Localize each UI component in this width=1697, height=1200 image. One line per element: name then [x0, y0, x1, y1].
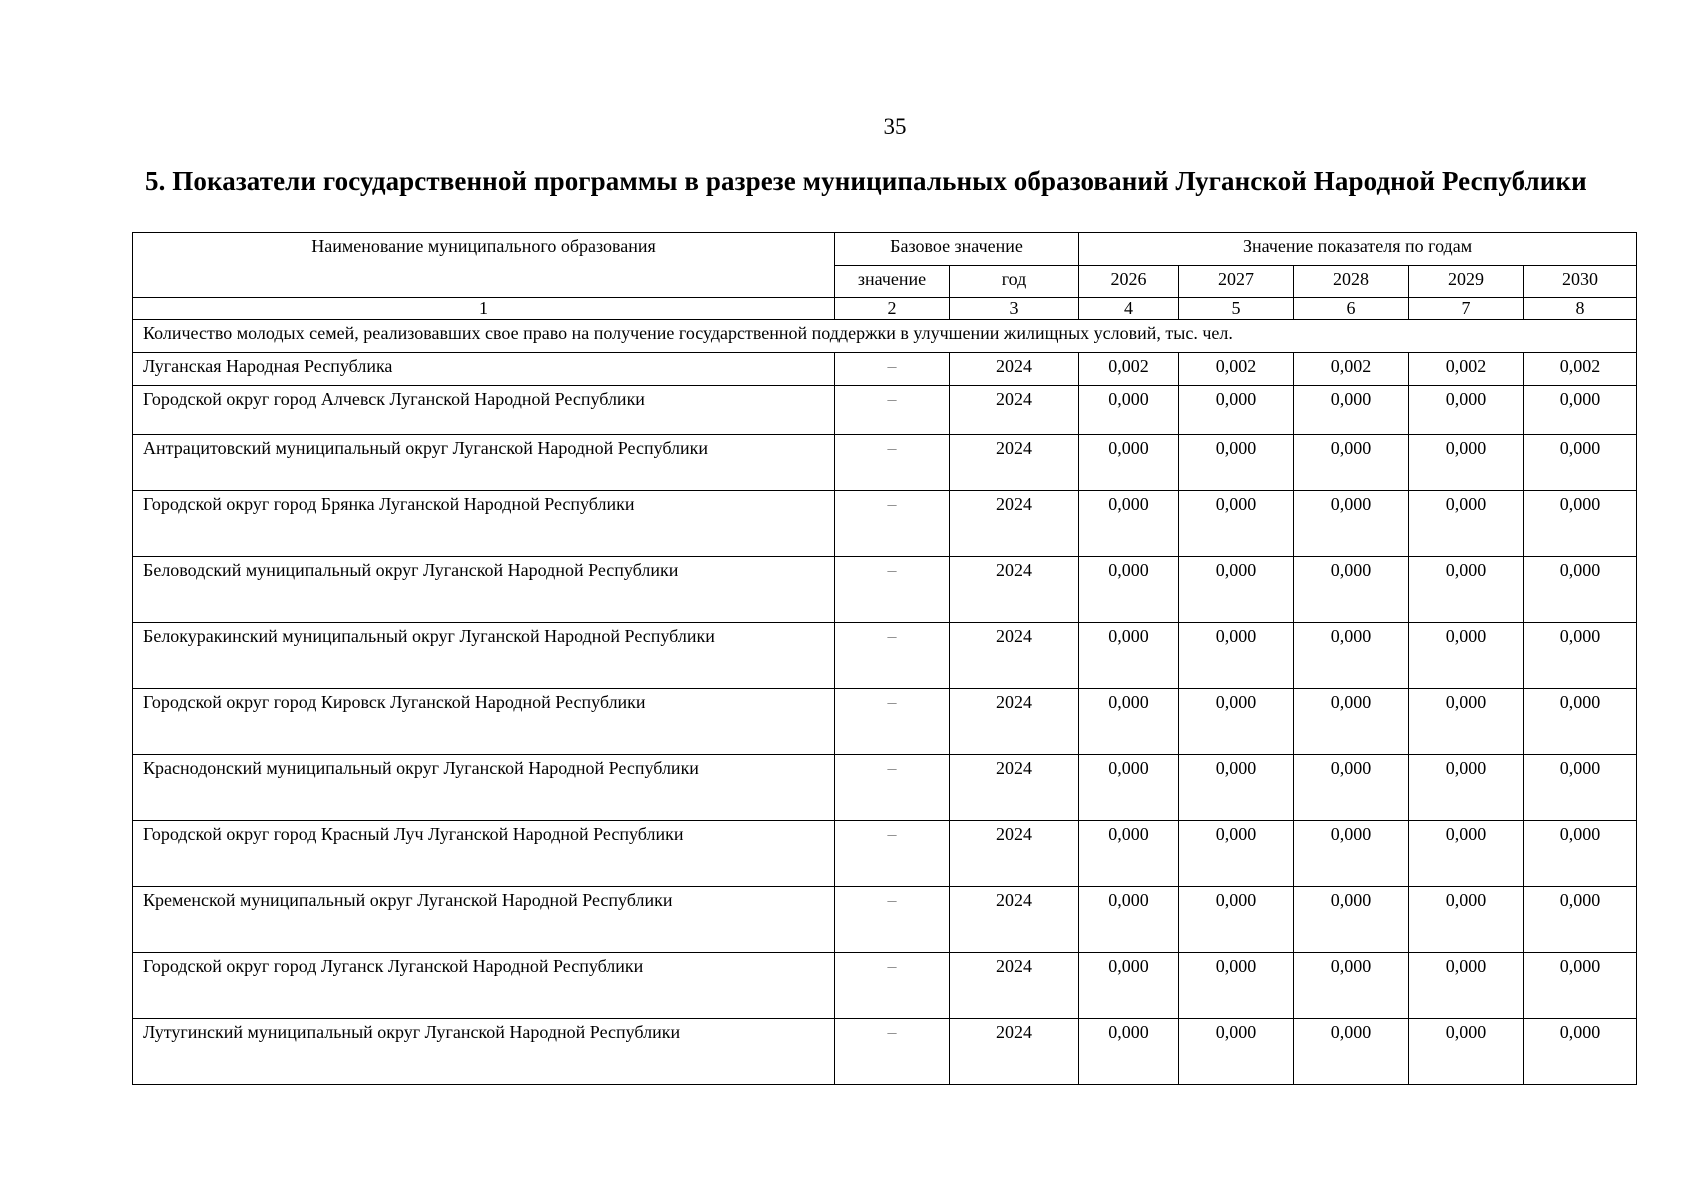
base-year: 2024 [950, 953, 1079, 1019]
year-value: 0,000 [1179, 491, 1294, 557]
municipality-name: Городской округ город Брянка Луганской Народной Республики [133, 491, 835, 557]
year-value: 0,000 [1409, 1019, 1524, 1085]
base-value: – [835, 557, 950, 623]
table-row [133, 435, 1637, 491]
base-year: 2024 [950, 386, 1079, 435]
header-year: 2029 [1409, 266, 1524, 298]
year-value: 0,000 [1079, 623, 1179, 689]
base-year: 2024 [950, 821, 1079, 887]
year-value: 0,000 [1524, 386, 1637, 435]
column-number: 6 [1294, 298, 1409, 320]
municipality-name: Городской округ город Алчевск Луганской Народной Республики [133, 386, 835, 435]
column-number: 3 [950, 298, 1079, 320]
header-year: 2026 [1079, 266, 1179, 298]
indicator-title: Количество молодых семей, реализовавших свое право на получение государственной поддержки в улучшении жилищных условий, тыс. чел. [133, 320, 1637, 353]
base-year: 2024 [950, 887, 1079, 953]
page-number: 35 [883, 114, 907, 139]
year-value: 0,002 [1409, 353, 1524, 386]
year-value: 0,000 [1079, 689, 1179, 755]
column-number-row [133, 298, 1637, 320]
year-value: 0,000 [1409, 435, 1524, 491]
year-value: 0,000 [1409, 557, 1524, 623]
year-value: 0,000 [1294, 1019, 1409, 1085]
year-value: 0,000 [1524, 953, 1637, 1019]
municipality-name: Городской округ город Луганск Луганской Народной Республики [133, 953, 835, 1019]
base-year: 2024 [950, 1019, 1079, 1085]
header-years-group: Значение показателя по годам [1079, 233, 1637, 266]
header-year: 2030 [1524, 266, 1637, 298]
year-value: 0,000 [1524, 887, 1637, 953]
year-value: 0,000 [1409, 821, 1524, 887]
year-value: 0,000 [1409, 623, 1524, 689]
year-value: 0,000 [1079, 386, 1179, 435]
base-value: – [835, 887, 950, 953]
year-value: 0,000 [1179, 623, 1294, 689]
table-row [133, 821, 1637, 887]
municipality-name: Лутугинский муниципальный округ Луганской Народной Республики [133, 1019, 835, 1085]
base-value: – [835, 623, 950, 689]
table-row [133, 386, 1637, 435]
year-value: 0,000 [1294, 557, 1409, 623]
year-value: 0,000 [1079, 435, 1179, 491]
base-value: – [835, 353, 950, 386]
base-value: – [835, 953, 950, 1019]
year-value: 0,000 [1524, 1019, 1637, 1085]
municipality-name: Белокуракинский муниципальный округ Луганской Народной Республики [133, 623, 835, 689]
base-year: 2024 [950, 435, 1079, 491]
year-value: 0,000 [1294, 821, 1409, 887]
municipality-name: Городской округ город Красный Луч Луганской Народной Республики [133, 821, 835, 887]
header-name-col: Наименование муниципального образования [133, 233, 835, 298]
table-row [133, 755, 1637, 821]
year-value: 0,000 [1524, 435, 1637, 491]
table-row [133, 953, 1637, 1019]
header-base-group: Базовое значение [835, 233, 1079, 266]
year-value: 0,000 [1294, 887, 1409, 953]
table-row [133, 623, 1637, 689]
year-value: 0,000 [1524, 689, 1637, 755]
year-value: 0,000 [1079, 953, 1179, 1019]
year-value: 0,000 [1524, 821, 1637, 887]
table-row [133, 887, 1637, 953]
year-value: 0,000 [1409, 887, 1524, 953]
year-value: 0,000 [1179, 953, 1294, 1019]
year-value: 0,000 [1524, 755, 1637, 821]
column-number: 2 [835, 298, 950, 320]
municipality-name: Беловодский муниципальный округ Луганской Народной Республики [133, 557, 835, 623]
year-value: 0,002 [1179, 353, 1294, 386]
table-row [133, 689, 1637, 755]
year-value: 0,002 [1294, 353, 1409, 386]
year-value: 0,000 [1294, 435, 1409, 491]
year-value: 0,000 [1294, 953, 1409, 1019]
municipality-name: Антрацитовский муниципальный округ Луганской Народной Республики [133, 435, 835, 491]
page-title: 5. Показатели государственной программы в разрезе муниципальных образований Луганской Народной Республики [145, 166, 1587, 196]
year-value: 0,002 [1524, 353, 1637, 386]
year-value: 0,000 [1179, 1019, 1294, 1085]
header-base-year: год [950, 266, 1079, 298]
indicator-row [133, 320, 1637, 353]
base-year: 2024 [950, 491, 1079, 557]
municipality-name: Луганская Народная Республика [133, 353, 835, 386]
base-year: 2024 [950, 557, 1079, 623]
municipality-name: Кременской муниципальный округ Луганской Народной Республики [133, 887, 835, 953]
year-value: 0,000 [1079, 1019, 1179, 1085]
year-value: 0,002 [1079, 353, 1179, 386]
year-value: 0,000 [1524, 557, 1637, 623]
base-value: – [835, 386, 950, 435]
year-value: 0,000 [1079, 557, 1179, 623]
header-year: 2028 [1294, 266, 1409, 298]
year-value: 0,000 [1294, 623, 1409, 689]
year-value: 0,000 [1179, 821, 1294, 887]
base-value: – [835, 755, 950, 821]
column-number: 5 [1179, 298, 1294, 320]
year-value: 0,000 [1179, 755, 1294, 821]
base-year: 2024 [950, 755, 1079, 821]
table-row [133, 353, 1637, 386]
year-value: 0,000 [1179, 689, 1294, 755]
table-row [133, 491, 1637, 557]
year-value: 0,000 [1409, 386, 1524, 435]
column-number: 7 [1409, 298, 1524, 320]
base-value: – [835, 435, 950, 491]
year-value: 0,000 [1294, 755, 1409, 821]
municipality-name: Городской округ город Кировск Луганской Народной Республики [133, 689, 835, 755]
year-value: 0,000 [1079, 755, 1179, 821]
column-number: 1 [133, 298, 835, 320]
header-base-value: значение [835, 266, 950, 298]
base-year: 2024 [950, 353, 1079, 386]
base-value: – [835, 1019, 950, 1085]
year-value: 0,000 [1409, 491, 1524, 557]
base-year: 2024 [950, 623, 1079, 689]
year-value: 0,000 [1409, 755, 1524, 821]
base-value: – [835, 689, 950, 755]
table-row [133, 1019, 1637, 1085]
year-value: 0,000 [1179, 887, 1294, 953]
year-value: 0,000 [1079, 821, 1179, 887]
year-value: 0,000 [1079, 887, 1179, 953]
base-year: 2024 [950, 689, 1079, 755]
municipality-name: Краснодонский муниципальный округ Луганской Народной Республики [133, 755, 835, 821]
base-value: – [835, 491, 950, 557]
base-value: – [835, 821, 950, 887]
table-row [133, 557, 1637, 623]
column-number: 8 [1524, 298, 1637, 320]
year-value: 0,000 [1179, 557, 1294, 623]
year-value: 0,000 [1409, 953, 1524, 1019]
year-value: 0,000 [1294, 491, 1409, 557]
year-value: 0,000 [1409, 689, 1524, 755]
year-value: 0,000 [1524, 491, 1637, 557]
year-value: 0,000 [1179, 435, 1294, 491]
column-number: 4 [1079, 298, 1179, 320]
year-value: 0,000 [1294, 386, 1409, 435]
year-value: 0,000 [1179, 386, 1294, 435]
header-year: 2027 [1179, 266, 1294, 298]
year-value: 0,000 [1294, 689, 1409, 755]
indicators-table [132, 232, 1637, 1085]
year-value: 0,000 [1079, 491, 1179, 557]
year-value: 0,000 [1524, 623, 1637, 689]
